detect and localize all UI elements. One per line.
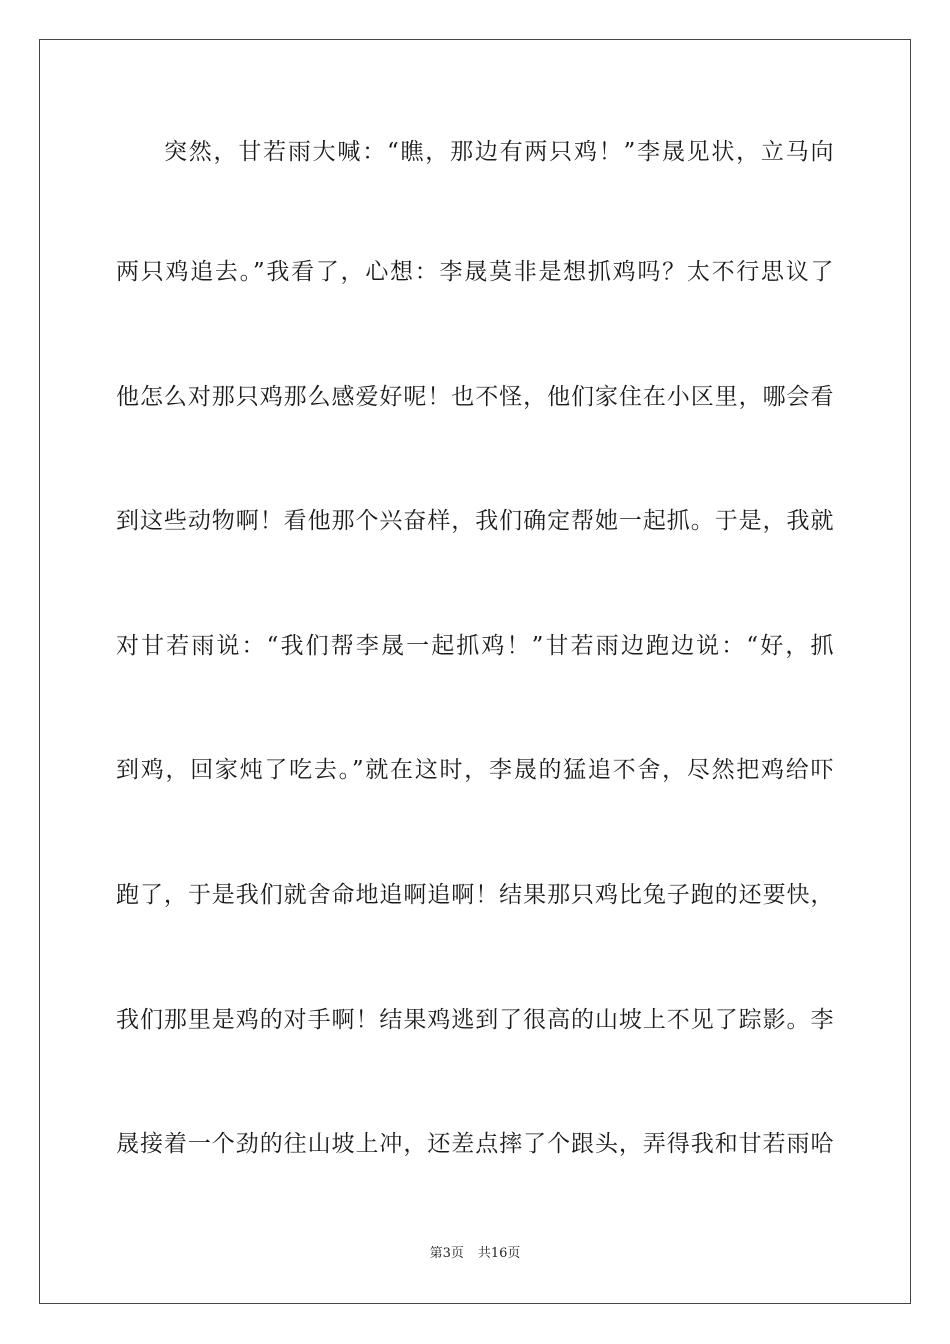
text-line-3: 他怎么对那只鸡那么感爱好呢！也不怪，他们家住在小区里，哪会看 — [116, 384, 834, 410]
text-line-6: 到鸡，回家炖了吃去。”就在这时，李晟的猛追不舍，尽然把鸡给吓 — [116, 757, 834, 783]
page-frame — [39, 39, 911, 1304]
page-number: 第3页 — [429, 1246, 464, 1261]
text-line-4: 到这些动物啊！看他那个兴奋样，我们确定帮她一起抓。于是，我就 — [116, 508, 834, 534]
text-line-5: 对甘若雨说：“我们帮李晟一起抓鸡！”甘若雨边跑边说：“好，抓 — [116, 633, 834, 659]
text-line-7: 跑了，于是我们就舍命地追啊追啊！结果那只鸡比兔子跑的还要快， — [116, 882, 834, 908]
text-line-9: 晟接着一个劲的往山坡上冲，还差点摔了个跟头，弄得我和甘若雨哈 — [116, 1131, 834, 1157]
page-total: 共16页 — [477, 1246, 521, 1261]
text-line-8: 我们那里是鸡的对手啊！结果鸡逃到了很高的山坡上不见了踪影。李 — [116, 1007, 834, 1033]
page-footer — [0, 1245, 950, 1263]
text-line-1: 突然，甘若雨大喊：“瞧，那边有两只鸡！”李晟见状，立马向 — [164, 139, 834, 165]
text-line-2: 两只鸡追去。”我看了，心想：李晟莫非是想抓鸡吗？太不行思议了 — [116, 259, 834, 285]
